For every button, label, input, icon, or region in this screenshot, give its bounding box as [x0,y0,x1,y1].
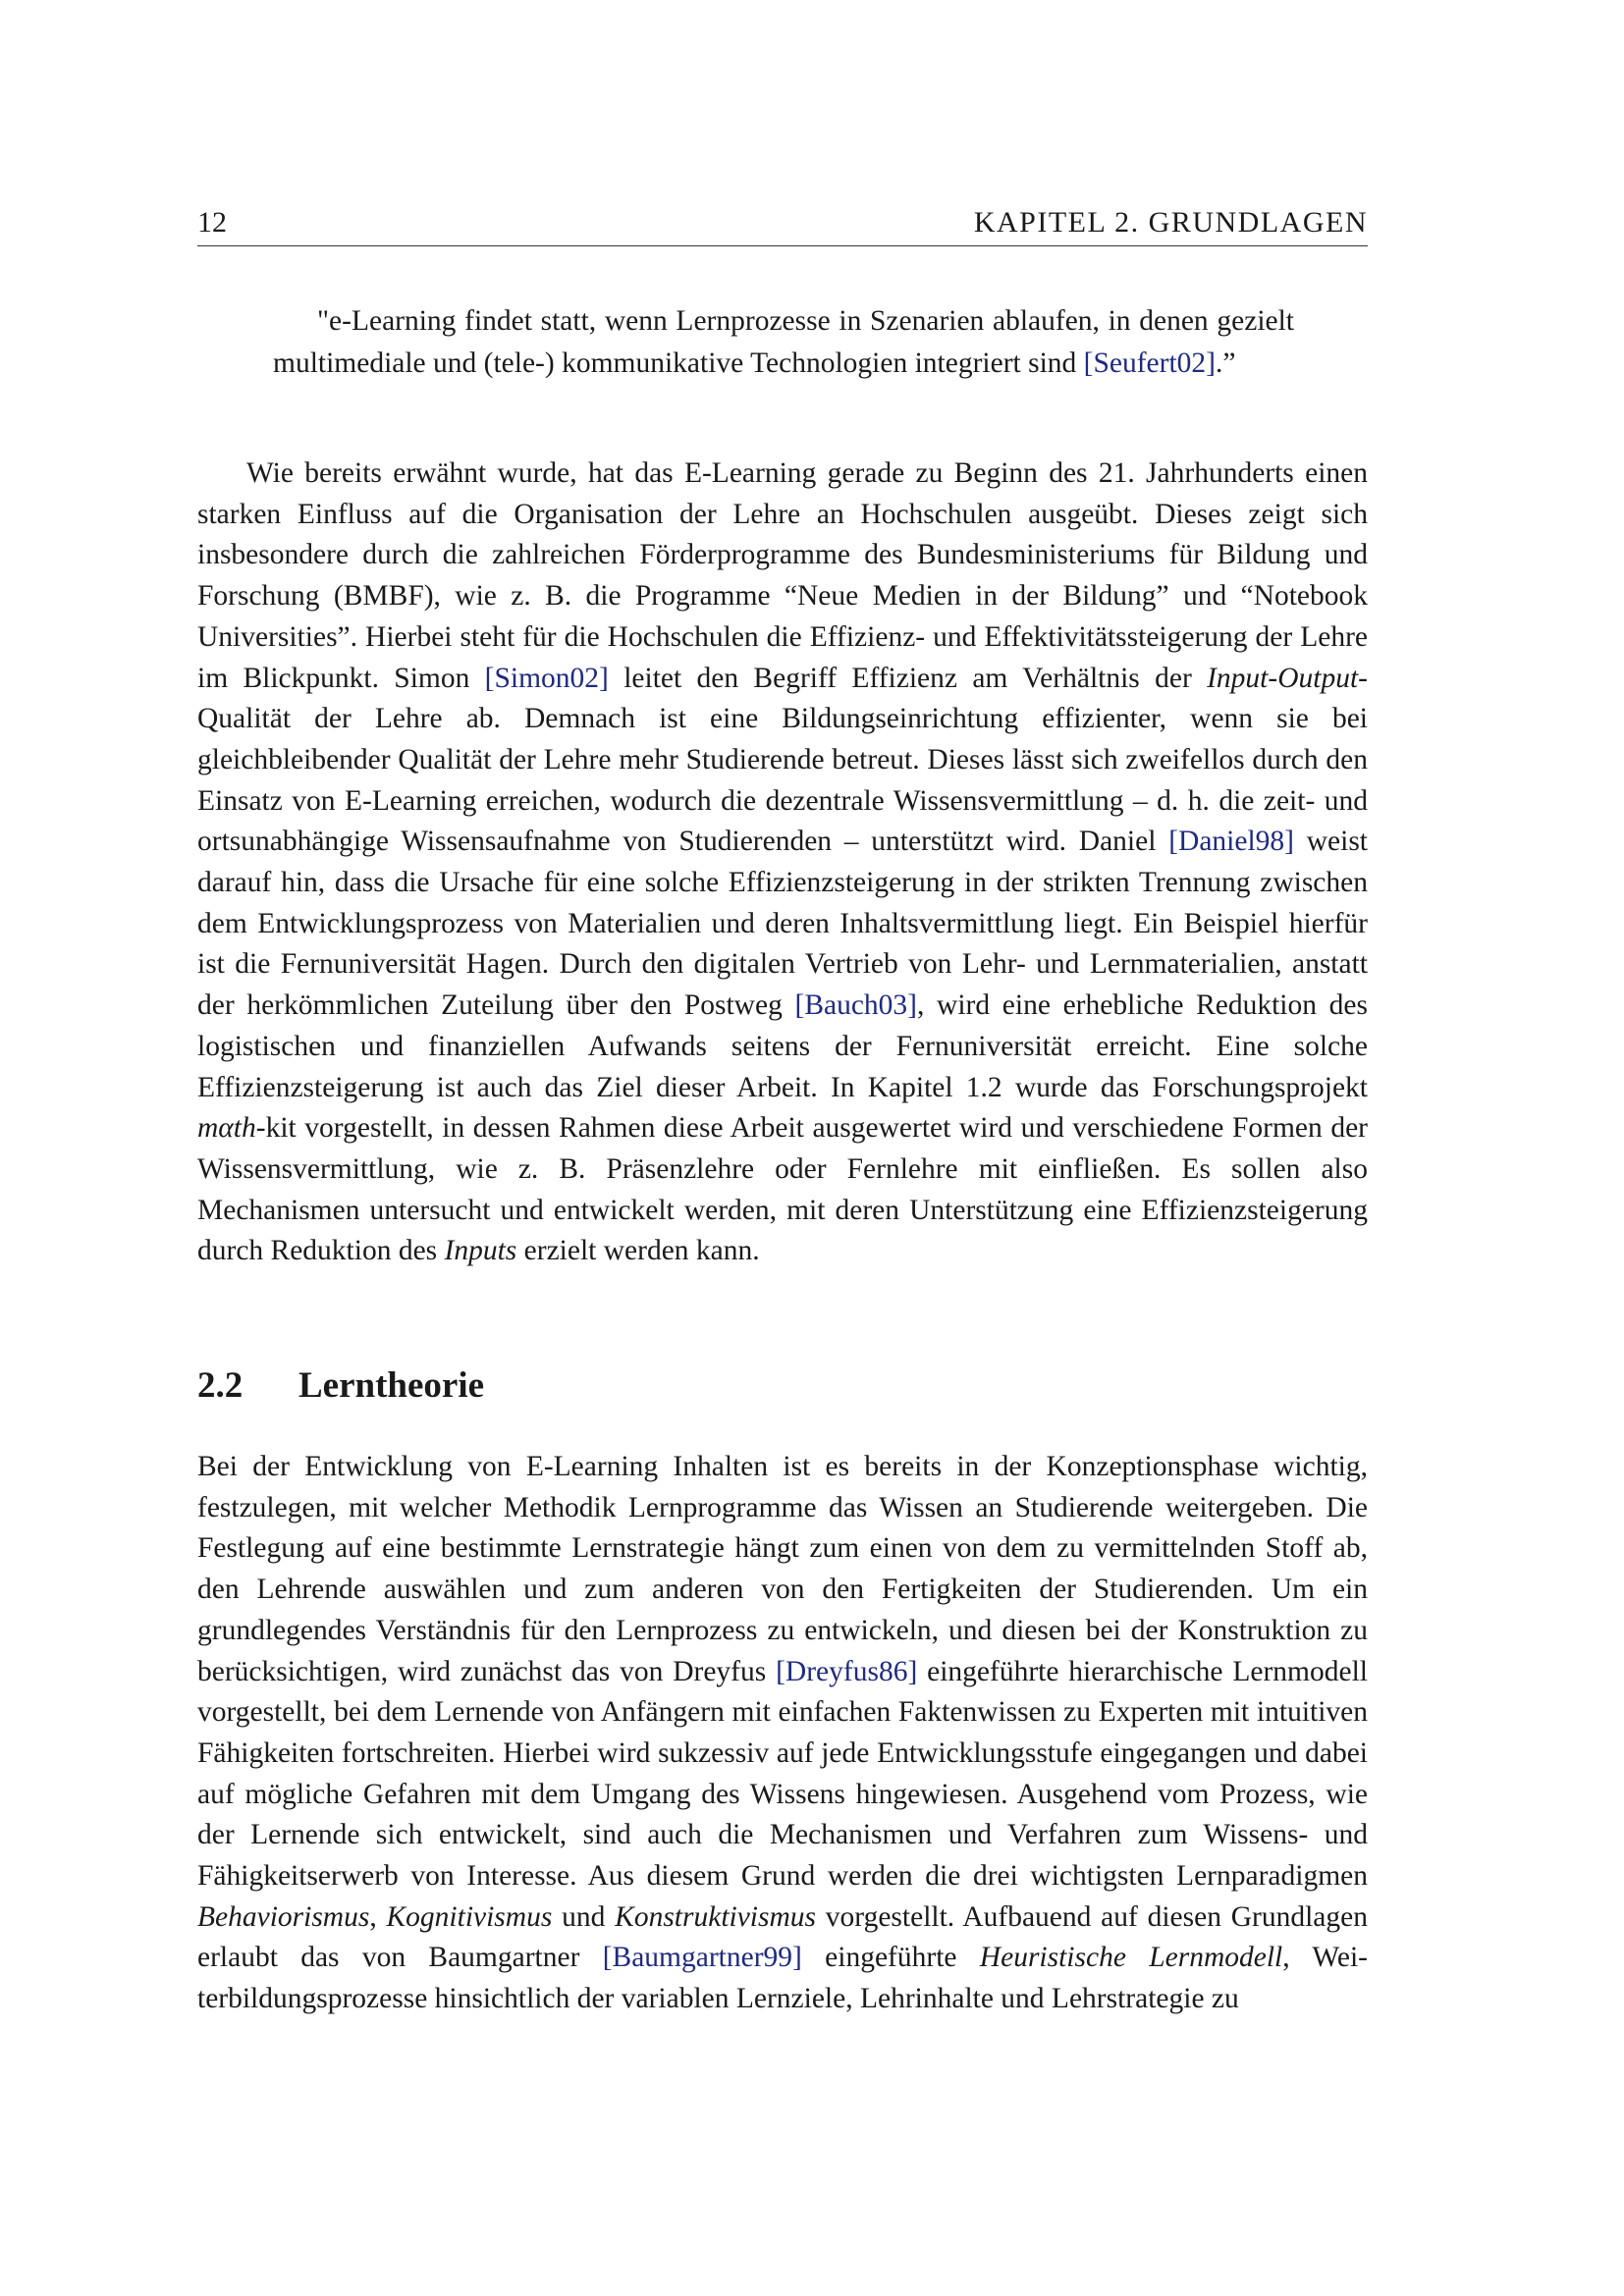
quote-text-start: "e-Learning findet statt, wenn Lernprozesse in Szenarien ablaufen, in denen gezielt multimediale und (tele-) kommunikative Technologien integriert sind [273,305,1294,379]
page-header [197,206,1368,246]
text-run: -Qualität der Lehre ab. Demnach ist eine Bildungseinrichtung effizienter, wenn sie bei gleichbleibender Qualität der Lehre mehr Studierende betreut. Dieses lässt sich zweifellos durch den Einsatz von E-Learning erreichen, wodurch die dezentrale Wissensvermittlung – d. h. die zeit- und ortsunabhängige Wissensaufnahme von Studierenden – unterstützt wird. Daniel [197,662,1368,858]
paragraph-efficiency [197,454,1368,1272]
citation-bauch03[interactable]: [Bauch03] [794,989,918,1022]
citation-seufert02[interactable]: [Seufert02] [1083,347,1216,379]
quote-text [273,300,1294,385]
text-run: leitet den Begriff Effizienz am Verhältnis der [608,662,1208,694]
citation-dreyfus86[interactable]: [Dreyfus86] [776,1655,918,1687]
citation-baumgartner99[interactable]: [Baumgartner99] [602,1942,802,1974]
text-run: und [552,1900,616,1933]
citation-daniel98[interactable]: [Daniel98] [1168,826,1294,858]
emphasis-inputs: Inputs [444,1235,517,1267]
emphasis-input-output: Input-Output [1207,662,1359,694]
citation-simon02[interactable]: [Simon02] [484,662,609,694]
section-number: 2.2 [197,1365,244,1406]
emphasis-math: mαth [197,1112,256,1145]
quote-text-end: .” [1215,347,1236,379]
text-run: weist darauf hin, dass die Ursache für eine solche Effizienzsteigerung in der strikten Trennung zwischen dem Entwicklungsprozess von Materialien und deren Inhaltsvermittlung liegt. Ein Beispiel hierfür ist die Fernuniversität Hagen. Durch den digitalen Vertrieb von Lehr- und Lernmaterialien, anstatt der herkömmlichen Zuteilung über den Postweg [197,826,1368,1022]
emphasis-konstruktivismus: Konstruktivismus [615,1900,817,1933]
emphasis-behaviorismus: Behaviorismus [197,1900,370,1933]
emphasis-kognitivismus: Kognitivismus [386,1900,553,1933]
text-run: , Weiterbildungsprozesse hinsichtlich der variablen Lernziele, Lehrinhalte und Lehrstrategie zu [197,1942,1368,2015]
text-run: , [369,1900,387,1933]
text-run: eingeführte hierarchische Lernmodell vorgestellt, bei dem Lernende von Anfängern mit einfachen Faktenwissen zu Experten mit intuitiven Fähigkeiten fortschreiten. Hierbei wird sukzessiv auf jede Entwicklungsstufe eingegangen und dabei auf mögliche Gefahren mit dem Umgang des Wissens hingewiesen. Ausgehend vom Prozess, wie der Lernende sich entwickelt, sind auch die Mechanismen und Verfahren zum Wissens- und Fähigkeitserwerb von Interesse. Aus diesem Grund werden die drei wichtigsten Lernparadigmen [197,1655,1368,1893]
text-run: Bei der Entwicklung von E-Learning Inhalten ist es bereits in der Konzeptionsphase wichtig, festzulegen, mit welcher Methodik Lernprogramme das Wissen an Studierende weitergeben. Die Festlegung auf eine bestimmte Lernstrategie hängt zum einen von dem zu vermittelnden Stoff ab, den Lehrende auswählen und zum anderen von den Fertigkeiten der Studierenden. Um ein grundlegendes Verständnis für den Lernprozess zu entwickeln, und diesen bei der Konstruktion zu berücksichtigen, wird zunächst das von Dreyfus [197,1451,1368,1687]
text-run: eingeführte [801,1942,980,1974]
paragraph-lerntheorie [197,1447,1368,2020]
emphasis-heuristische-lernmodell: Heuristische Lernmodell [979,1942,1283,1974]
text-run: Wie bereits erwähnt wurde, hat das E-Learning gerade zu Beginn des 21. Jahrhunderts einen starken Einfluss auf die Organisation der Lehre an Hochschulen ausgeübt. Dieses zeigt sich insbesondere durch die zahlreichen Förderprogramme des Bundesministeriums für Bildung und Forschung (BMBF), wie z. B. die Programme “Neue Medien in der Bildung” und “Notebook Universities”. Hierbei steht für die Hochschulen die Effizienz- und Effektivitätssteigerung der Lehre im Blickpunkt. Simon [197,457,1368,694]
text-run: erzielt werden kann. [516,1235,760,1267]
text-run: vorgestellt. Aufbauend auf diesen Grundlagen erlaubt das von Baumgartner [197,1900,1368,1974]
block-quote [273,300,1294,385]
section-heading [197,1364,484,1407]
page-number: 12 [197,206,227,239]
text-run: -kit vorgestellt, in dessen Rahmen diese Arbeit ausgewertet wird und verschiedene Formen der Wissensvermittlung, wie z. B. Präsenzlehre oder Fernlehre mit einfließen. Es sollen also Mechanismen untersucht und entwickelt werden, mit deren Unterstützung eine Effizienzsteigerung durch Reduktion des [197,1112,1368,1267]
text-run: , wird eine erhebliche Reduktion des logistischen und finanziellen Aufwands seitens der Fernuniversität erreicht. Eine solche Effizienzsteigerung ist auch das Ziel dieser Arbeit. In Kapitel 1.2 wurde das Forschungsprojekt [197,989,1368,1103]
running-title: KAPITEL 2. GRUNDLAGEN [973,206,1368,239]
section-title: Lerntheorie [298,1365,485,1406]
